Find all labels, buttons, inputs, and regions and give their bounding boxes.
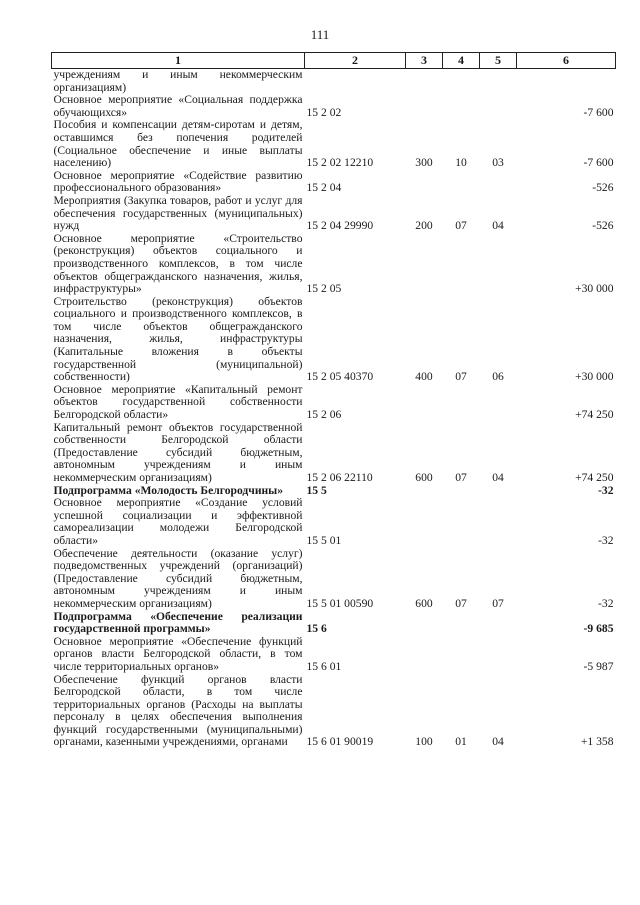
column-header-6: 6 — [517, 53, 616, 69]
row-col3: 600 — [415, 596, 433, 610]
column-header-5: 5 — [480, 53, 517, 69]
page-number: 111 — [310, 27, 330, 42]
row-name: Обеспечение деятельности (оказание услуг) подведомственных учреждений (организаций) (Предоставление субсидий бюджетным, автономным учреждениям и иным некоммерческим организациям) — [53, 546, 303, 610]
row-col5 — [480, 384, 517, 422]
row-col3 — [406, 497, 443, 547]
row-name: учреждениям и иным некоммерческим организациям) — [53, 68, 303, 94]
table-row — [52, 674, 616, 750]
row-col3: 100 — [415, 735, 433, 749]
row-col3 — [406, 611, 443, 636]
row-col4 — [443, 384, 480, 422]
row-name: Основное мероприятие «Создание условий успешной социализации и эффективной самореализации молодежи Белгородской области» — [53, 496, 303, 547]
row-col4 — [443, 233, 480, 296]
row-amount: -7 600 — [583, 105, 614, 119]
row-name: Капитальный ремонт объектов государственной собственности Белгородской области (Предоставление субсидий бюджетным, автономным учреждениям и иным некоммерческим организациям) — [53, 420, 303, 484]
row-col5 — [480, 611, 517, 636]
row-col4: 10 — [455, 156, 467, 170]
row-code: 15 6 — [306, 622, 327, 636]
row-col4: 07 — [455, 370, 467, 384]
row-col3: 600 — [415, 471, 433, 484]
row-col5 — [480, 69, 517, 95]
row-amount: +74 250 — [575, 408, 614, 422]
row-col4 — [443, 636, 480, 674]
table-row — [52, 422, 616, 485]
row-code: 15 5 01 00590 — [306, 596, 374, 610]
row-amount: +1 358 — [580, 735, 614, 749]
column-header-1: 1 — [52, 53, 305, 69]
row-name: Основное мероприятие «Строительство (реконструкция) объектов социального и производственного комплексов, в том числе объектов общегражданского назначения, жилья, инфраструктуры» — [53, 231, 303, 296]
table-row — [52, 69, 616, 95]
row-col5: 03 — [492, 156, 504, 170]
row-amount: -526 — [592, 181, 614, 195]
row-code: 15 5 01 — [306, 533, 342, 547]
row-code: 15 2 05 — [306, 282, 342, 296]
row-col5 — [480, 485, 517, 498]
row-col5: 07 — [492, 596, 504, 610]
table-row — [52, 497, 616, 547]
table-row — [52, 119, 616, 169]
table-row — [52, 611, 616, 636]
row-code — [305, 69, 406, 95]
row-col3 — [406, 94, 443, 119]
row-code: 15 2 04 — [306, 181, 342, 195]
row-col5 — [480, 636, 517, 674]
row-col3 — [406, 233, 443, 296]
row-col5 — [480, 497, 517, 547]
row-amount — [517, 69, 616, 95]
row-code: 15 2 04 29990 — [306, 219, 374, 233]
row-col3: 200 — [415, 219, 433, 233]
row-col4: 07 — [455, 596, 467, 610]
row-name: Основное мероприятие «Социальная поддержка обучающихся» — [53, 93, 303, 119]
row-code: 15 2 02 — [306, 105, 342, 119]
row-amount: -32 — [598, 596, 614, 610]
column-header-3: 3 — [406, 53, 443, 69]
row-col5: 04 — [492, 735, 504, 749]
row-col3 — [406, 69, 443, 95]
table-row — [52, 384, 616, 422]
row-name: Обеспечение функций органов власти Белгородской области, в том числе территориальных органов (Расходы на выплаты персоналу в целях обеспечения выполнения функций государственными (муниципальными) органами, казенными учреждениями, органами — [53, 672, 303, 749]
row-col5: 06 — [492, 370, 504, 384]
row-amount: -7 600 — [583, 156, 614, 170]
row-code: 15 2 05 40370 — [306, 370, 374, 384]
row-amount: +30 000 — [575, 370, 614, 384]
row-col4 — [443, 485, 480, 498]
row-col3 — [406, 485, 443, 498]
row-amount: +30 000 — [575, 282, 614, 296]
row-name: Строительство (реконструкция) объектов социального и производственного комплексов, в том числе объектов общегражданского назначения, жилья, инфраструктуры (Капитальные вложения в объекты государственной (муниципальной) собственности) — [53, 294, 303, 384]
row-code: 15 5 — [306, 483, 327, 497]
row-col4 — [443, 611, 480, 636]
row-name: Подпрограмма «Молодость Белгородчины» — [53, 483, 284, 497]
row-col4 — [443, 94, 480, 119]
row-col4 — [443, 170, 480, 195]
row-name: Пособия и компенсации детям-сиротам и детям, оставшимся без попечения родителей (Социальное обеспечение и иные выплаты населению) — [53, 118, 303, 170]
row-name: Подпрограмма «Обеспечение реализации государственной программы» — [53, 609, 303, 636]
row-col4 — [443, 69, 480, 95]
row-col5 — [480, 233, 517, 296]
row-col3 — [406, 170, 443, 195]
row-col4: 01 — [455, 735, 467, 749]
table-body — [52, 69, 616, 750]
row-col4: 07 — [455, 219, 467, 233]
row-name: Основное мероприятие «Капитальный ремонт объектов государственной собственности Белгородской области» — [53, 382, 303, 422]
table-row — [52, 548, 616, 611]
row-code: 15 6 01 — [306, 659, 342, 673]
table-row — [52, 195, 616, 233]
table-row — [52, 170, 616, 195]
row-amount: -32 — [598, 533, 614, 547]
row-amount: +74 250 — [575, 471, 614, 484]
row-col5 — [480, 170, 517, 195]
table-row — [52, 233, 616, 296]
row-col5: 04 — [492, 219, 504, 233]
row-amount: -526 — [592, 219, 614, 233]
row-code: 15 2 06 — [306, 408, 342, 422]
row-col4 — [443, 497, 480, 547]
budget-table — [51, 52, 616, 749]
row-name: Основное мероприятие «Обеспечение функций органов власти Белгородской области, в том числе территориальных органов» — [53, 634, 303, 673]
row-col4: 07 — [455, 471, 467, 484]
row-name: Основное мероприятие «Содействие развитию профессионального образования» — [53, 168, 303, 195]
table-row — [52, 636, 616, 674]
row-col5: 04 — [492, 471, 504, 484]
column-header-4: 4 — [443, 53, 480, 69]
row-code: 15 2 06 22110 — [306, 471, 373, 484]
row-col3: 400 — [415, 370, 433, 384]
row-col3 — [406, 636, 443, 674]
table-row — [52, 94, 616, 119]
row-name: Мероприятия (Закупка товаров, работ и услуг для обеспечения государственных (муниципальных) нужд — [53, 193, 303, 233]
column-header-2: 2 — [305, 53, 406, 69]
row-amount: -9 685 — [583, 622, 614, 636]
row-amount: -5 987 — [583, 659, 614, 673]
row-code: 15 6 01 90019 — [306, 735, 374, 749]
row-col5 — [480, 94, 517, 119]
row-code: 15 2 02 12210 — [306, 156, 374, 170]
row-col3 — [406, 384, 443, 422]
table-row — [52, 296, 616, 384]
table-header — [52, 53, 616, 69]
row-amount: -32 — [598, 483, 614, 497]
row-col3: 300 — [415, 156, 433, 170]
